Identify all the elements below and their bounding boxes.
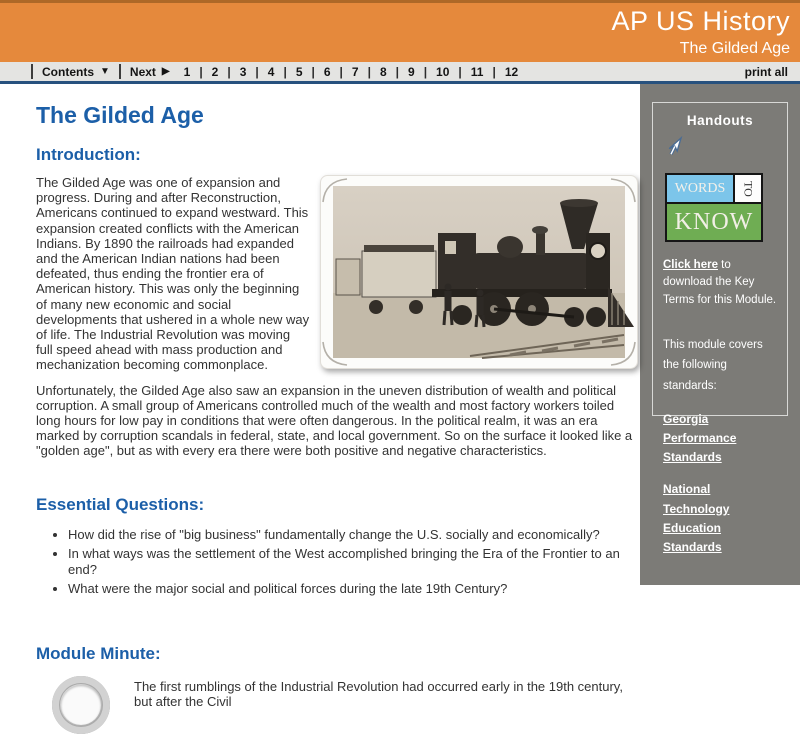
page-number-8[interactable]: 8 | [380, 65, 399, 79]
next-label: Next [129, 64, 156, 79]
page-number-10[interactable]: 10 | [436, 65, 462, 79]
page-number-6[interactable]: 6 | [324, 65, 343, 79]
essential-question-2: • In what ways was the settlement of the West accomplished bringing the Era of the Frontier to an end? [68, 546, 640, 580]
georgia-performance-standards-link[interactable]: Georgia Performance Standards [663, 411, 737, 465]
clock-image [52, 676, 110, 734]
nav-divider [119, 64, 121, 79]
page-number-nav [184, 65, 528, 79]
essential-question-1: • How did the rise of "big business" fundamentally change the U.S. socially and economically? [68, 527, 640, 544]
introduction-paragraph-1: The Gilded Age was one of expansion and progress. During and after Reconstruction, Americans continued to expand westward. This expansion created conflicts with the American Indians. By 1890 the railroads had expanded and the American Indian nations had been defeated, thus ending the frontier era of American history. This was only the beginning of many new economic and social developments that ushered in a whole new way of life. The Industrial Revolution was moving full speed ahead with mass production and mechanization becoming commonplace. [36, 175, 310, 373]
essential-questions-heading: Essential Questions: [36, 494, 205, 514]
page-number-2[interactable]: 2 | [212, 65, 231, 79]
top-navigation [0, 62, 800, 84]
contents-label: Contents [42, 64, 94, 79]
introduction-paragraph-2: Unfortunately, the Gilded Age also saw an expansion in the uneven distribution of wealth and political corruption. A small group of Americans controlled much of the wealth and most factory workers toiled long hours for low pay in conditions that were often dangerous. In the political realm, it was an era marked by corruption scandals in federal, state, and local government. So on the surface it looked like a "golden age", but as with every era there were both positive and negative characteristics. [36, 382, 633, 459]
arrow-right-icon: ▶ [161, 66, 170, 77]
page-number-3[interactable]: 3 | [240, 65, 259, 79]
page-header [0, 0, 800, 62]
page-number-5[interactable]: 5 | [296, 65, 315, 79]
essential-question-3: • What were the major social and political forces during the late 19th Century? [68, 581, 640, 598]
main-content [0, 84, 640, 710]
page-number-12[interactable]: 12 [504, 64, 519, 79]
module-subtitle: The Gilded Age [679, 39, 790, 57]
contents-dropdown[interactable] [42, 65, 110, 79]
download-instructions [663, 257, 777, 309]
chevron-down-icon: ▼ [100, 66, 110, 77]
words-to-know-graphic[interactable] [665, 173, 763, 242]
print-all-button[interactable]: print all [744, 64, 788, 79]
locomotive-illustration [320, 175, 638, 369]
site-title: AP US History [611, 6, 790, 37]
page-number-7[interactable]: 7 | [352, 65, 371, 79]
handouts-title: Handouts [686, 113, 754, 128]
nav-divider [31, 64, 33, 79]
page-number-1[interactable]: 1 | [184, 65, 203, 79]
page-number-11[interactable]: 11 | [471, 65, 496, 79]
standards-intro: This module covers the following standards: [663, 338, 763, 393]
page-number-9[interactable]: 9 | [408, 65, 427, 79]
words-to-know-word: WORDS [667, 175, 733, 202]
page-number-4[interactable]: 4 | [268, 65, 287, 79]
locomotive-photo [320, 175, 638, 369]
handouts-box [652, 102, 788, 554]
words-to-know-to: TO [735, 175, 761, 202]
page-title: The Gilded Age [36, 102, 204, 128]
module-minute-paragraph: The first rumblings of the Industrial Revolution had occurred early in the 19th century, but after the Civil [134, 679, 623, 710]
essential-questions-list [36, 527, 640, 599]
national-technology-standards-link[interactable]: National Technology Education Standards [663, 482, 730, 554]
introduction-heading: Introduction: [36, 145, 141, 164]
download-instructions-text: to download the Key Terms for this Module. [663, 259, 777, 306]
module-minute-section [36, 676, 640, 734]
words-to-know-know: KNOW [667, 204, 761, 240]
module-minute-heading: Module Minute: [36, 644, 161, 664]
sidebar [640, 84, 800, 585]
download-key-terms-link[interactable]: Click here [663, 259, 718, 271]
cursor-arrow-icon [665, 136, 777, 163]
next-button[interactable] [130, 65, 170, 79]
